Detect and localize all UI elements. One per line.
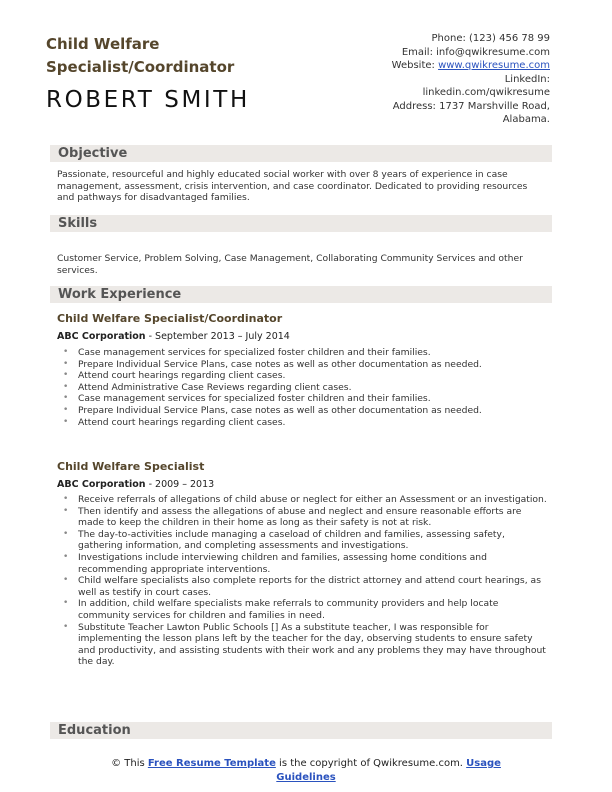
section-education-heading: Education bbox=[50, 722, 552, 739]
bullet-text: Receive referrals of allegations of child abuse or neglect for either an Assessment or an investigation. bbox=[78, 494, 547, 505]
footer-prefix: This bbox=[121, 758, 148, 769]
contact-block bbox=[310, 32, 550, 127]
website-link[interactable]: www.qwikresume.com bbox=[438, 60, 550, 71]
copyright-icon: © bbox=[111, 758, 122, 769]
bullet-icon: • bbox=[63, 347, 69, 357]
bullet-icon: • bbox=[63, 370, 69, 381]
list-item bbox=[63, 382, 547, 394]
bullet-text: In addition, child welfare specialists make referrals to community providers and help locate community services for children and families in need. bbox=[78, 598, 499, 621]
job-1-dates: - September 2013 – July 2014 bbox=[145, 331, 290, 342]
job-2-title: Child Welfare Specialist bbox=[57, 460, 205, 473]
list-item bbox=[63, 370, 547, 382]
job-2-company: ABC Corporation bbox=[57, 479, 146, 490]
section-work-heading: Work Experience bbox=[50, 286, 552, 303]
bullet-icon: • bbox=[63, 528, 69, 539]
list-item bbox=[63, 405, 547, 417]
objective-text: Passionate, resourceful and highly educated social worker with over 8 years of experience in case management, assessment, crisis intervention, and case coordinator. Dedicated to providing resources and pathways for disadvantaged families. bbox=[57, 169, 528, 204]
list-item bbox=[63, 506, 547, 529]
bullet-icon: • bbox=[63, 358, 69, 369]
bullet-icon: • bbox=[63, 393, 69, 404]
list-item bbox=[63, 529, 547, 552]
job-1-bullets bbox=[63, 347, 547, 428]
job-title: Child Welfare Specialist/Coordinator bbox=[46, 35, 235, 76]
bullet-icon: • bbox=[63, 505, 69, 516]
skills-text: Customer Service, Problem Solving, Case Management, Collaborating Community Services and other services. bbox=[57, 253, 523, 276]
bullet-text: The day-to-activities include managing a caseload of children and families, assessing safety, gathering information, and completing assessments and investigations. bbox=[78, 528, 505, 552]
bullet-icon: • bbox=[63, 575, 69, 586]
job-2-bullets bbox=[63, 494, 547, 668]
bullet-icon: • bbox=[63, 404, 69, 415]
bullet-text: Substitute Teacher Lawton Public Schools [] As a substitute teacher, I was responsible for implementing the lesson plans left by the teacher for the day, observing students to ensure safety and productivity, and assisting students with their work and any problems they may have throughout the day. bbox=[78, 621, 546, 668]
list-item bbox=[63, 347, 547, 359]
website-label: Website: bbox=[391, 60, 439, 71]
job-1-company-line bbox=[57, 331, 290, 343]
list-item bbox=[63, 622, 547, 668]
usage-guidelines-link-part1[interactable]: Usage bbox=[466, 758, 501, 769]
list-item bbox=[63, 417, 547, 429]
bullet-text: Prepare Individual Service Plans, case notes as well as other documentation as needed. bbox=[78, 358, 482, 370]
free-resume-template-link[interactable]: Free Resume Template bbox=[147, 758, 276, 769]
bullet-text: Case management services for specialized foster children and their families. bbox=[78, 393, 431, 405]
bullet-text: Attend court hearings regarding client cases. bbox=[78, 370, 286, 382]
list-item bbox=[63, 494, 547, 506]
job-2-dates: - 2009 – 2013 bbox=[145, 479, 215, 490]
bullet-text: Child welfare specialists also complete reports for the district attorney and attend court hearings, as well as testify in court cases. bbox=[78, 575, 541, 598]
contact-linkedin-label: LinkedIn: bbox=[504, 73, 550, 85]
list-item bbox=[63, 575, 547, 598]
bullet-text: Attend Administrative Case Reviews regarding client cases. bbox=[78, 381, 352, 393]
footer bbox=[0, 757, 612, 785]
job-1-title: Child Welfare Specialist/Coordinator bbox=[57, 312, 283, 325]
list-item bbox=[63, 393, 547, 405]
bullet-icon: • bbox=[63, 621, 69, 632]
usage-guidelines-link-part2[interactable]: Guidelines bbox=[276, 772, 336, 783]
contact-email: Email: info@qwikresume.com bbox=[401, 46, 550, 58]
section-skills-heading: Skills bbox=[50, 215, 552, 232]
list-item bbox=[63, 359, 547, 371]
list-item bbox=[63, 598, 547, 621]
job-2-company-line bbox=[57, 479, 214, 491]
bullet-icon: • bbox=[63, 494, 69, 504]
bullet-text: Then identify and assess the allegations of abuse and neglect and ensure reasonable efforts are made to keep the children in their home as long as their safety is not at risk. bbox=[78, 505, 522, 529]
contact-address-line2: Alabama. bbox=[502, 114, 550, 125]
bullet-text: Attend court hearings regarding client cases. bbox=[78, 416, 286, 428]
contact-phone: Phone: (123) 456 78 99 bbox=[431, 33, 550, 44]
bullet-text: Investigations include interviewing children and families, assessing home conditions and recommending appropriate interventions. bbox=[78, 551, 487, 575]
contact-linkedin-value: linkedin.com/qwikresume bbox=[422, 87, 550, 98]
bullet-text: Case management services for specialized foster children and their families. bbox=[78, 347, 431, 358]
bullet-text: Prepare Individual Service Plans, case notes as well as other documentation as needed. bbox=[78, 404, 482, 416]
contact-address-line1: Address: 1737 Marshville Road, bbox=[392, 100, 550, 112]
contact-website bbox=[310, 59, 550, 73]
candidate-name: ROBERT SMITH bbox=[46, 87, 250, 113]
footer-middle: is the copyright of Qwikresume.com. bbox=[275, 758, 467, 769]
bullet-icon: • bbox=[63, 598, 69, 609]
list-item bbox=[63, 552, 547, 575]
bullet-icon: • bbox=[63, 381, 69, 392]
job-1-company: ABC Corporation bbox=[57, 331, 146, 342]
bullet-icon: • bbox=[63, 551, 69, 562]
section-objective-heading: Objective bbox=[50, 145, 552, 162]
bullet-icon: • bbox=[63, 416, 69, 427]
